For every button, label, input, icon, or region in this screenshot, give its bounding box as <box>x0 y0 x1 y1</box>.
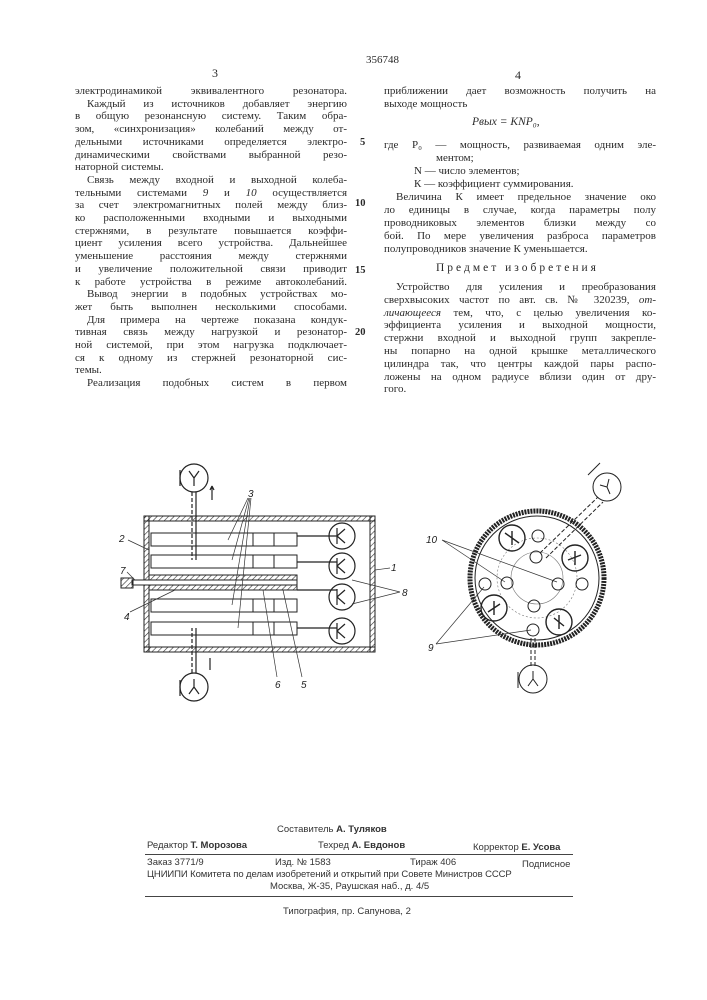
label-2: 2 <box>118 534 125 545</box>
text-line: стержнями, в результате повышается коэффи- <box>75 225 347 237</box>
text-line: Устройство для усиления и преобразования <box>396 281 656 293</box>
techred: Техред А. Евдонов <box>318 840 405 851</box>
text-line: темы. <box>75 364 347 376</box>
text-line: полупроводников значение К уменьшается. <box>384 243 656 255</box>
label-7: 7 <box>120 566 126 577</box>
text-line: жет быть выполнен несколькими способами. <box>75 301 347 313</box>
text-line: Связь между входной и выходной колеба- <box>87 174 347 186</box>
patent-number: 356748 <box>366 54 399 66</box>
divider <box>145 896 573 897</box>
text-line: сверхвысоких частот по авт. св. № 320239, от- <box>384 294 656 306</box>
line-number: 20 <box>355 327 366 338</box>
corrector: Корректор Е. Усова <box>473 842 560 853</box>
text-line: ментом; <box>436 152 656 164</box>
text-line: в общую резонансную систему. Таким обра- <box>75 110 347 122</box>
power-formula: Pвых = KNP₀, <box>472 116 540 128</box>
text-line: цилиндра так, что центры каждой пары распо- <box>384 358 656 370</box>
text-line: зом, «синхронизация» колебаний между от- <box>75 123 347 135</box>
text-line: Реализация подобных систем в первом <box>87 377 347 389</box>
page-number-right: 4 <box>515 68 521 83</box>
text-line: приближении дает возможность получить на <box>384 85 656 97</box>
text-line: дельными источниками определяется электро- <box>75 136 347 148</box>
label-9: 9 <box>428 643 434 654</box>
text-line: Каждый из источников добавляет энергию <box>87 98 347 110</box>
publisher: ЦНИИПИ Комитета по делам изобретений и открытий при Совете Министров СССР <box>147 869 512 880</box>
line-number: 15 <box>355 265 366 276</box>
figure-resonator-end-view <box>436 463 621 693</box>
text-line: к работе устройства в режиме автоколебаний. <box>75 276 347 288</box>
text-line: Для примера на чертеже показана кондук- <box>87 314 347 326</box>
text-line: К — коэффициент суммирования. <box>414 178 656 190</box>
line-number: 10 <box>355 198 366 209</box>
text-line: ло единицы в случае, когда параметры полу <box>384 204 656 216</box>
text-line: N — число элементов; <box>414 165 656 177</box>
divider <box>145 854 573 855</box>
edition-number: Изд. № 1583 <box>275 857 331 868</box>
text-line: выходе мощность <box>384 98 656 110</box>
label-5: 5 <box>301 680 307 691</box>
label-3: 3 <box>248 489 254 500</box>
text-line: ложены на одном радиусе вблизи один от дру- <box>384 371 656 383</box>
text-line: наторной системы. <box>75 161 347 173</box>
page-number-left: 3 <box>212 66 218 81</box>
text-line: тивная связь между нагрузкой и резонатор- <box>75 326 347 338</box>
label-1: 1 <box>391 563 397 574</box>
text-line: электродинамикой эквивалентного резонатора. <box>75 85 347 97</box>
compiler: Составитель А. Туляков <box>277 824 387 835</box>
label-4: 4 <box>124 612 130 623</box>
claims-heading: Предмет изобретения <box>436 262 599 274</box>
address: Москва, Ж-35, Раушская наб., д. 4/5 <box>270 881 429 892</box>
text-line: ны попарно на одной крышке металлического <box>384 345 656 357</box>
transistors <box>297 523 355 644</box>
text-line: эффициента усиления и выходной мощности, <box>384 319 656 331</box>
text-line: ко расположенными входными и выходными <box>75 212 347 224</box>
print-run: Тираж 406 <box>410 857 456 868</box>
label-10: 10 <box>426 535 438 546</box>
text-line: циент усиления всего устройства. Дальнейшее <box>75 237 347 249</box>
printer: Типография, пр. Сапунова, 2 <box>283 906 411 917</box>
text-line: проводниковых элементов близки между со <box>384 217 656 229</box>
label-6: 6 <box>275 680 281 691</box>
text-line: и увеличение положительной связи приводит <box>75 263 347 275</box>
text-line: ной системой, при этом нагрузка подключает- <box>75 339 347 351</box>
text-line: где P₀ — мощность, развиваемая одним эле- <box>384 139 656 151</box>
editor: Редактор Т. Морозова <box>147 840 247 851</box>
text-line: динамическими свойствами выбранной резо- <box>75 149 347 161</box>
text-line: ся к одному из стержней резонаторной сис- <box>75 352 347 364</box>
text-line: стержни входной и выходной групп закрепле- <box>384 332 656 344</box>
text-line: Величина К имеет предельное значение око <box>396 191 656 203</box>
text-line: личающееся тем, что, с целью увеличения ко- <box>384 307 656 319</box>
text-line: гого. <box>384 383 656 395</box>
text-line: за счет электромагнитных полей между близ- <box>75 199 347 211</box>
text-line: Вывод энергии в подобных устройствах мо- <box>87 288 347 300</box>
line-number: 5 <box>360 137 365 148</box>
order-number: Заказ 3771/9 <box>147 857 204 868</box>
text-line: уменьшение расстояния между стержнями <box>75 250 347 262</box>
text-line: бой. По мере увеличения разброса параметров <box>384 230 656 242</box>
text-line: тельными системами 9 и 10 осуществляется <box>75 187 347 199</box>
label-8: 8 <box>402 588 408 599</box>
subscription: Подписное <box>522 859 570 870</box>
